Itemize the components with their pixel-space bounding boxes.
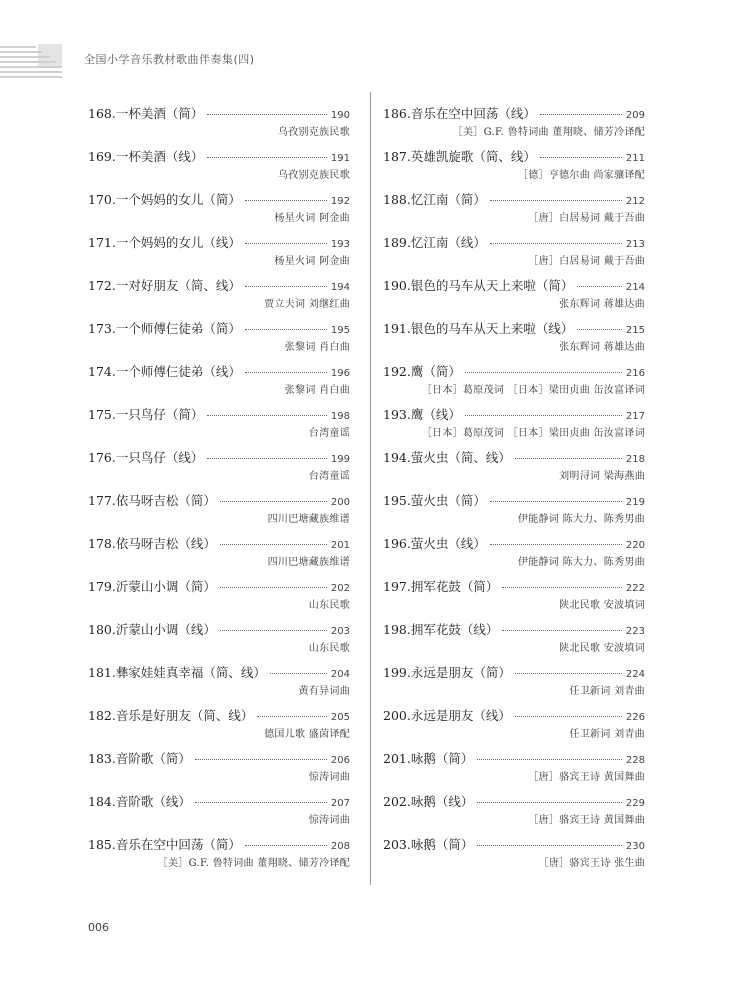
toc-entry[interactable] bbox=[383, 534, 645, 577]
entry-title: 一个师傅仨徒弟（简） bbox=[115, 321, 241, 336]
entry-credit: 任卫新词 刘青曲 bbox=[569, 729, 645, 740]
toc-entry[interactable] bbox=[88, 104, 350, 147]
dot-leader bbox=[502, 629, 622, 631]
entry-page-number: 219 bbox=[625, 497, 645, 508]
toc-entry[interactable] bbox=[383, 835, 645, 878]
entry-number: 183. bbox=[88, 751, 116, 766]
toc-entry[interactable] bbox=[88, 663, 350, 706]
entry-page-number: 207 bbox=[330, 798, 350, 809]
dot-leader bbox=[220, 629, 327, 631]
toc-entry[interactable] bbox=[88, 147, 350, 190]
toc-entry-line bbox=[383, 749, 645, 769]
toc-entry-line bbox=[383, 362, 645, 382]
entry-credit: 杨星火词 阿金曲 bbox=[274, 213, 350, 224]
entry-page-number: 215 bbox=[625, 325, 645, 336]
entry-number: 187. bbox=[383, 149, 411, 164]
toc-entry-line bbox=[383, 104, 645, 124]
toc-entry[interactable] bbox=[88, 276, 350, 319]
toc-entry-line bbox=[383, 620, 645, 640]
dot-leader bbox=[220, 543, 327, 545]
entry-title: 彝家娃娃真幸福（简、线） bbox=[115, 665, 266, 680]
entry-page-number: 212 bbox=[625, 196, 645, 207]
entry-number: 198. bbox=[383, 622, 411, 637]
entry-number: 189. bbox=[383, 235, 411, 250]
toc-entry-line bbox=[88, 534, 350, 554]
entry-title: 一杯美酒（线） bbox=[115, 149, 204, 164]
dot-leader bbox=[540, 156, 622, 158]
dot-leader bbox=[577, 285, 622, 287]
entry-page-number: 216 bbox=[625, 368, 645, 379]
entry-title: 音乐是好朋友（简、线） bbox=[115, 708, 254, 723]
entry-page-number: 195 bbox=[330, 325, 350, 336]
decoration-bar bbox=[0, 76, 62, 78]
entry-number: 192. bbox=[383, 364, 411, 379]
entry-credit: 张黎词 肖白曲 bbox=[284, 342, 350, 353]
toc-entry-line bbox=[88, 233, 350, 253]
entry-title: 萤火虫（简） bbox=[410, 493, 486, 508]
entry-number: 182. bbox=[88, 708, 116, 723]
entry-title: 银色的马车从天上来啦（简） bbox=[410, 278, 574, 293]
entry-page-number: 203 bbox=[330, 626, 350, 637]
dot-leader bbox=[220, 500, 327, 502]
entry-number: 199. bbox=[383, 665, 411, 680]
toc-entry[interactable] bbox=[383, 233, 645, 276]
entry-credit: 陕北民歌 安波填词 bbox=[559, 643, 645, 654]
entry-number: 177. bbox=[88, 493, 116, 508]
toc-entry[interactable] bbox=[383, 663, 645, 706]
entry-title: 永远是朋友（线） bbox=[410, 708, 511, 723]
entry-credit: ［美］G.F. 鲁特词曲 董翔晓、储芳冷译配 bbox=[452, 127, 645, 138]
entry-page-number: 198 bbox=[330, 411, 350, 422]
dot-leader bbox=[577, 328, 622, 330]
entry-number: 201. bbox=[383, 751, 411, 766]
decoration-bar bbox=[0, 71, 62, 73]
toc-entry-line bbox=[88, 190, 350, 210]
entry-credit: 伊能静词 陈大力、陈秀男曲 bbox=[517, 514, 645, 525]
running-header: 全国小学音乐教材歌曲伴奏集(四) bbox=[84, 53, 255, 66]
dot-leader bbox=[502, 586, 622, 588]
toc-entry[interactable] bbox=[88, 448, 350, 491]
entry-credit: ［唐］骆宾王诗 黄国舞曲 bbox=[528, 815, 645, 826]
toc-entry[interactable] bbox=[88, 534, 350, 577]
toc-entry[interactable] bbox=[383, 190, 645, 233]
entry-number: 169. bbox=[88, 149, 116, 164]
entry-number: 200. bbox=[383, 708, 411, 723]
entry-credit: 任卫新词 刘青曲 bbox=[569, 686, 645, 697]
entry-title: 萤火虫（线） bbox=[410, 536, 486, 551]
entry-page-number: 211 bbox=[625, 153, 645, 164]
toc-entry-line bbox=[88, 104, 350, 124]
entry-page-number: 205 bbox=[330, 712, 350, 723]
entry-page-number: 199 bbox=[330, 454, 350, 465]
entry-credit: 刘明浔词 梁海燕曲 bbox=[559, 471, 645, 482]
dot-leader bbox=[245, 371, 327, 373]
toc-entry[interactable] bbox=[88, 405, 350, 448]
entry-page-number: 214 bbox=[625, 282, 645, 293]
toc-entry[interactable] bbox=[383, 491, 645, 534]
toc-entry-line bbox=[383, 491, 645, 511]
entry-title: 一杯美酒（简） bbox=[115, 106, 204, 121]
entry-title: 银色的马车从天上来啦（线） bbox=[410, 321, 574, 336]
decoration-bar bbox=[0, 56, 50, 58]
entry-credit: 贾立夫词 刘继红曲 bbox=[264, 299, 350, 310]
entry-credit: 台湾童谣 bbox=[308, 471, 350, 482]
column-divider bbox=[370, 92, 371, 885]
entry-page-number: 191 bbox=[330, 153, 350, 164]
toc-entry[interactable] bbox=[383, 448, 645, 491]
entry-credit: ［日本］葛原茂词 ［日本］梁田贞曲 缶汝富译词 bbox=[421, 385, 645, 396]
dot-leader bbox=[207, 414, 327, 416]
entry-page-number: 206 bbox=[330, 755, 350, 766]
entry-page-number: 208 bbox=[330, 841, 350, 852]
entry-page-number: 201 bbox=[330, 540, 350, 551]
dot-leader bbox=[540, 113, 622, 115]
entry-title: 依马呀吉松（线） bbox=[115, 536, 216, 551]
entry-number: 172. bbox=[88, 278, 116, 293]
entry-credit: 山东民歌 bbox=[308, 643, 350, 654]
toc-entry-line bbox=[88, 792, 350, 812]
toc-entry-line bbox=[88, 749, 350, 769]
entry-page-number: 193 bbox=[330, 239, 350, 250]
entry-number: 202. bbox=[383, 794, 411, 809]
entry-number: 197. bbox=[383, 579, 411, 594]
dot-leader bbox=[465, 414, 622, 416]
entry-title: 沂蒙山小调（线） bbox=[115, 622, 216, 637]
dot-leader bbox=[207, 113, 327, 115]
entry-title: 咏鹅（简） bbox=[410, 751, 474, 766]
dot-leader bbox=[490, 199, 622, 201]
toc-entry[interactable] bbox=[383, 620, 645, 663]
entry-page-number: 200 bbox=[330, 497, 350, 508]
entry-page-number: 226 bbox=[625, 712, 645, 723]
entry-title: 咏鹅（线） bbox=[410, 794, 474, 809]
entry-credit: 张东辉词 蒋雄达曲 bbox=[559, 342, 645, 353]
entry-page-number: 228 bbox=[625, 755, 645, 766]
entry-title: 一只鸟仔（简） bbox=[115, 407, 204, 422]
entry-title: 一对好朋友（简、线） bbox=[115, 278, 241, 293]
dot-leader bbox=[465, 371, 622, 373]
entry-title: 一个妈妈的女儿（简） bbox=[115, 192, 241, 207]
header-decoration bbox=[0, 44, 62, 80]
toc-entry[interactable] bbox=[88, 835, 350, 878]
dot-leader bbox=[245, 844, 327, 846]
entry-page-number: 224 bbox=[625, 669, 645, 680]
dot-leader bbox=[515, 715, 622, 717]
toc-entry-line bbox=[383, 276, 645, 296]
entry-page-number: 220 bbox=[625, 540, 645, 551]
dot-leader bbox=[477, 844, 622, 846]
entry-title: 萤火虫（简、线） bbox=[410, 450, 511, 465]
entry-number: 174. bbox=[88, 364, 116, 379]
entry-number: 179. bbox=[88, 579, 116, 594]
toc-entry-line bbox=[383, 233, 645, 253]
entry-title: 忆江南（线） bbox=[410, 235, 486, 250]
toc-entry-line bbox=[88, 147, 350, 167]
toc-entry-line bbox=[88, 362, 350, 382]
toc-entry[interactable] bbox=[383, 147, 645, 190]
toc-entry-line bbox=[88, 319, 350, 339]
entry-credit: ［唐］白居易词 戴于吾曲 bbox=[528, 256, 645, 267]
entry-number: 170. bbox=[88, 192, 116, 207]
toc-right-column bbox=[383, 104, 645, 878]
toc-entry-line bbox=[88, 706, 350, 726]
entry-number: 190. bbox=[383, 278, 411, 293]
entry-title: 一个妈妈的女儿（线） bbox=[115, 235, 241, 250]
entry-page-number: 229 bbox=[625, 798, 645, 809]
entry-title: 忆江南（简） bbox=[410, 192, 486, 207]
dot-leader bbox=[477, 801, 622, 803]
entry-credit: 杨星火词 阿金曲 bbox=[274, 256, 350, 267]
entry-number: 176. bbox=[88, 450, 116, 465]
dot-leader bbox=[195, 758, 327, 760]
entry-credit: 乌孜别克族民歌 bbox=[277, 127, 350, 138]
toc-entry[interactable] bbox=[88, 190, 350, 233]
entry-page-number: 217 bbox=[625, 411, 645, 422]
entry-number: 194. bbox=[383, 450, 411, 465]
entry-number: 188. bbox=[383, 192, 411, 207]
entry-title: 一只鸟仔（线） bbox=[115, 450, 204, 465]
entry-title: 一个师傅仨徒弟（线） bbox=[115, 364, 241, 379]
entry-number: 181. bbox=[88, 665, 116, 680]
entry-number: 171. bbox=[88, 235, 116, 250]
entry-page-number: 190 bbox=[330, 110, 350, 121]
entry-number: 195. bbox=[383, 493, 411, 508]
toc-entry[interactable] bbox=[383, 405, 645, 448]
entry-credit: 四川巴塘藏族维谱 bbox=[267, 514, 350, 525]
toc-entry-line bbox=[383, 448, 645, 468]
dot-leader bbox=[207, 457, 327, 459]
toc-entry-line bbox=[383, 577, 645, 597]
entry-page-number: 196 bbox=[330, 368, 350, 379]
dot-leader bbox=[245, 285, 327, 287]
entry-credit: ［德］亨德尔曲 尚家骧译配 bbox=[517, 170, 645, 181]
toc-entry[interactable] bbox=[88, 706, 350, 749]
entry-page-number: 223 bbox=[625, 626, 645, 637]
toc-entry-line bbox=[383, 706, 645, 726]
toc-entry[interactable] bbox=[88, 792, 350, 835]
toc-entry[interactable] bbox=[383, 577, 645, 620]
toc-entry-line bbox=[383, 147, 645, 167]
decoration-bar bbox=[0, 51, 42, 53]
entry-number: 186. bbox=[383, 106, 411, 121]
entry-page-number: 230 bbox=[625, 841, 645, 852]
toc-entry-line bbox=[88, 663, 350, 683]
dot-leader bbox=[220, 586, 327, 588]
entry-number: 203. bbox=[383, 837, 411, 852]
entry-title: 永远是朋友（简） bbox=[410, 665, 511, 680]
entry-credit: 伊能静词 陈大力、陈秀男曲 bbox=[517, 557, 645, 568]
entry-title: 音阶歌（线） bbox=[115, 794, 191, 809]
entry-credit: 德国儿歌 盛茵译配 bbox=[264, 729, 350, 740]
entry-title: 音乐在空中回荡（线） bbox=[410, 106, 536, 121]
toc-entry-line bbox=[383, 835, 645, 855]
entry-credit: 乌孜别克族民歌 bbox=[277, 170, 350, 181]
entry-number: 173. bbox=[88, 321, 116, 336]
entry-page-number: 222 bbox=[625, 583, 645, 594]
dot-leader bbox=[490, 242, 622, 244]
entry-page-number: 218 bbox=[625, 454, 645, 465]
entry-credit: 四川巴塘藏族维谱 bbox=[267, 557, 350, 568]
entry-number: 175. bbox=[88, 407, 116, 422]
toc-entry-line bbox=[383, 663, 645, 683]
toc-entry[interactable] bbox=[383, 319, 645, 362]
entry-title: 依马呀吉松（简） bbox=[115, 493, 216, 508]
entry-number: 196. bbox=[383, 536, 411, 551]
entry-page-number: 204 bbox=[330, 669, 350, 680]
toc-entry-line bbox=[383, 319, 645, 339]
dot-leader bbox=[245, 242, 327, 244]
entry-credit: ［唐］骆宾王诗 张生曲 bbox=[538, 858, 645, 869]
entry-credit: 张东辉词 蒋雄达曲 bbox=[559, 299, 645, 310]
entry-credit: ［唐］白居易词 戴于吾曲 bbox=[528, 213, 645, 224]
toc-entry[interactable] bbox=[383, 276, 645, 319]
toc-entry-line bbox=[88, 276, 350, 296]
dot-leader bbox=[515, 672, 622, 674]
toc-entry[interactable] bbox=[88, 491, 350, 534]
toc-entry-line bbox=[88, 405, 350, 425]
toc-entry-line bbox=[383, 190, 645, 210]
entry-credit: 陕北民歌 安波填词 bbox=[559, 600, 645, 611]
entry-number: 191. bbox=[383, 321, 411, 336]
toc-entry[interactable] bbox=[88, 319, 350, 362]
entry-number: 180. bbox=[88, 622, 116, 637]
entry-credit: ［唐］骆宾王诗 黄国舞曲 bbox=[528, 772, 645, 783]
toc-entry[interactable] bbox=[383, 749, 645, 792]
entry-credit: 惊涛词曲 bbox=[308, 815, 350, 826]
entry-page-number: 209 bbox=[625, 110, 645, 121]
dot-leader bbox=[207, 156, 327, 158]
entry-title: 音乐在空中回荡（简） bbox=[115, 837, 241, 852]
entry-page-number: 192 bbox=[330, 196, 350, 207]
entry-credit: 黄有异词曲 bbox=[298, 686, 350, 697]
entry-number: 184. bbox=[88, 794, 116, 809]
entry-page-number: 194 bbox=[330, 282, 350, 293]
entry-number: 193. bbox=[383, 407, 411, 422]
entry-title: 拥军花鼓（简） bbox=[410, 579, 499, 594]
toc-entry-line bbox=[88, 620, 350, 640]
toc-left-column bbox=[88, 104, 350, 878]
toc-entry[interactable] bbox=[88, 749, 350, 792]
entry-credit: ［日本］葛原茂词 ［日本］梁田贞曲 缶汝富译词 bbox=[421, 428, 645, 439]
entry-number: 178. bbox=[88, 536, 116, 551]
dot-leader bbox=[245, 199, 327, 201]
toc-entry-line bbox=[88, 577, 350, 597]
decoration-bar bbox=[0, 61, 56, 63]
entry-page-number: 213 bbox=[625, 239, 645, 250]
entry-number: 168. bbox=[88, 106, 116, 121]
entry-title: 鹰（简） bbox=[410, 364, 461, 379]
dot-leader bbox=[515, 457, 622, 459]
entry-title: 沂蒙山小调（简） bbox=[115, 579, 216, 594]
toc-entry[interactable] bbox=[383, 792, 645, 835]
entry-number: 185. bbox=[88, 837, 116, 852]
toc-entry[interactable] bbox=[88, 577, 350, 620]
page-number: 006 bbox=[88, 921, 109, 934]
entry-credit: ［美］G.F. 鲁特词曲 董翔晓、储芳冷译配 bbox=[157, 858, 350, 869]
toc-entry-line bbox=[88, 491, 350, 511]
toc-entry-line bbox=[383, 792, 645, 812]
toc-entry-line bbox=[383, 405, 645, 425]
toc-entry-line bbox=[88, 448, 350, 468]
dot-leader bbox=[477, 758, 622, 760]
toc-entry-line bbox=[88, 835, 350, 855]
entry-title: 音阶歌（简） bbox=[115, 751, 191, 766]
entry-credit: 张黎词 肖白曲 bbox=[284, 385, 350, 396]
entry-title: 咏鹅（简） bbox=[410, 837, 474, 852]
decoration-bar bbox=[0, 46, 36, 48]
entry-title: 鹰（线） bbox=[410, 407, 461, 422]
toc-entry-line bbox=[383, 534, 645, 554]
dot-leader bbox=[257, 715, 327, 717]
decoration-bar bbox=[0, 66, 62, 68]
entry-credit: 台湾童谣 bbox=[308, 428, 350, 439]
dot-leader bbox=[270, 672, 327, 674]
dot-leader bbox=[195, 801, 327, 803]
entry-title: 拥军花鼓（线） bbox=[410, 622, 499, 637]
toc-entry[interactable] bbox=[88, 620, 350, 663]
dot-leader bbox=[490, 500, 622, 502]
toc-entry[interactable] bbox=[383, 706, 645, 749]
toc-entry[interactable] bbox=[88, 233, 350, 276]
entry-credit: 惊涛词曲 bbox=[308, 772, 350, 783]
toc-entry[interactable] bbox=[88, 362, 350, 405]
entry-page-number: 202 bbox=[330, 583, 350, 594]
entry-credit: 山东民歌 bbox=[308, 600, 350, 611]
entry-title: 英雄凯旋歌（简、线） bbox=[410, 149, 536, 164]
toc-entry[interactable] bbox=[383, 104, 645, 147]
dot-leader bbox=[490, 543, 622, 545]
toc-entry[interactable] bbox=[383, 362, 645, 405]
dot-leader bbox=[245, 328, 327, 330]
